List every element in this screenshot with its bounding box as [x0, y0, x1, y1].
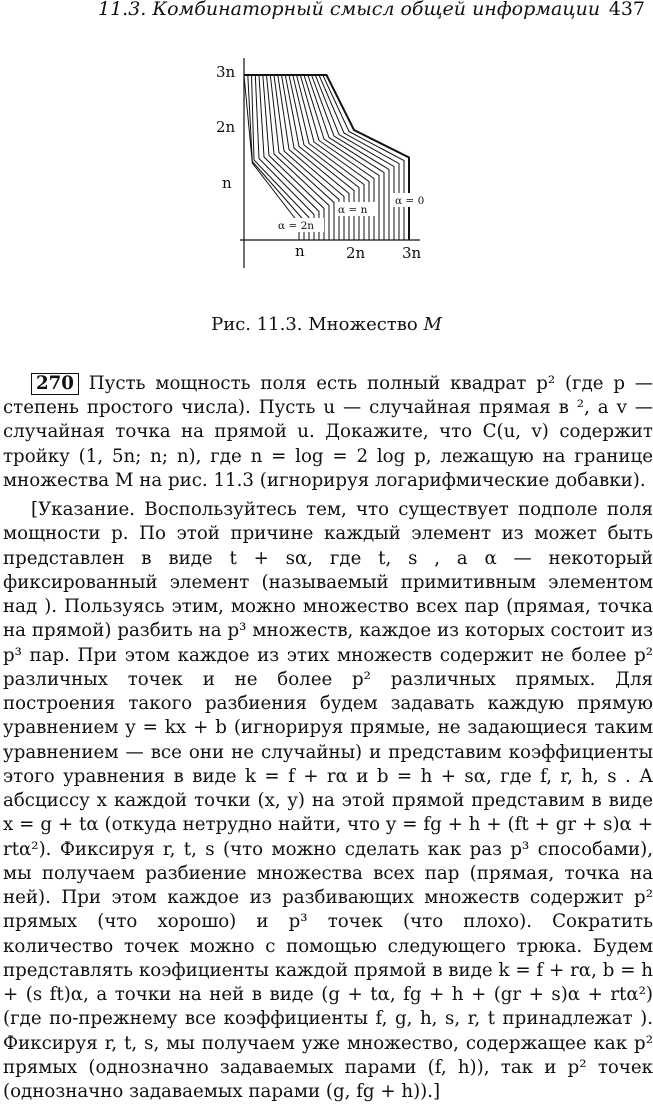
- contour-line: [244, 75, 304, 240]
- contour-line: [244, 75, 314, 240]
- x-tick-3n: 3n: [402, 244, 422, 262]
- y-tick-n: n: [222, 174, 232, 192]
- x-tick-2n: 2n: [346, 244, 366, 262]
- problem-text: Пусть мощность поля есть полный квадрат p² (где p — степень простого числа). Пусть u — случайная прямая в ², а v — случайная точка на прямой u. Докажите, что C(u, v) содержит тройку (1, 5n; n; n), где n = log = 2 log p, лежащую на границе множества M на рис. 11.3 (игнорируя логарифмические добавки).: [3, 373, 653, 491]
- hint-paragraph: [Указание. Воспользуйтесь тем, что существует подполе поля мощности p. По этой причине каждый элемент из может быть представлен в виде t + sα, где t, s , а α — некоторый фиксированный элемент (называемый примитивным элементом над ). Пользуясь этим, можно множество всех пар (прямая, точка на прямой) разбить на p³ множеств, каждое из которых состоит из p³ пар. При этом каждое из этих множеств содержит не более p² различных точек и не более p² различных прямых. Для построения такого разбиения будем задавать каждую прямую уравнением y = kx + b (игнорируя прямые, не задающиеся таким уравнением — все они не случайны) и представим коэффициенты этого уравнения в виде k = f + rα и b = h + sα, где f, r, h, s . А абсциссу x каждой точки (x, y) на этой прямой представим в виде x = g + tα (откуда нетрудно найти, что y = fg + h + (ft + gr + s)α + rtα²). Фиксируя r, t, s (что можно сделать как раз p³ способами), мы получаем разбиение множества всех пар (прямая, точка на ней). При этом каждое из разбивающих множеств содержит p² прямых (что хорошо) и p³ точек (что плохо). Сократить количество точек можно с помощью следующего трюка. Будем представлять коэфициенты каждой прямой в виде k = f + rα, b = h + (s ft)α, а точки на ней в виде (g + tα, fg + h + (gr + s)α + rtα²) (где по-прежнему все коэффициенты f, g, h, s, r, t принадлежат ). Фиксируя r, t, s, мы получаем уже множество, содержащее как p² прямых (однозначно задаваемых парами (f, h)), так и p² точек (однозначно задаваемых парами (g, fg + h)).]: [3, 499, 653, 1102]
- running-header: [0, 0, 653, 24]
- caption-prefix: Рис. 11.3. Множество: [211, 314, 424, 335]
- contour-lines: [244, 75, 409, 240]
- page-number: 437: [608, 0, 645, 20]
- x-tick-n: n: [295, 242, 305, 260]
- figure-caption: [0, 314, 653, 335]
- y-tick-3n: 3n: [216, 63, 236, 81]
- problem-number: 270: [31, 373, 79, 395]
- region-label-alpha-0: α = 0: [395, 195, 425, 207]
- caption-symbol: M: [423, 314, 442, 335]
- y-tick-2n: 2n: [216, 118, 236, 136]
- region-label-alpha-2n: α = 2n: [278, 220, 315, 232]
- hint-block: [3, 498, 653, 1104]
- problem-270: [3, 372, 653, 493]
- figure-diagram: [200, 50, 460, 270]
- region-label-alpha-n: α = n: [338, 204, 368, 216]
- contour-line: [244, 75, 349, 240]
- figure-set-m: [200, 50, 460, 270]
- problem-paragraph: [3, 372, 653, 493]
- running-title: 11.3. Комбинаторный смысл общей информации: [98, 0, 601, 20]
